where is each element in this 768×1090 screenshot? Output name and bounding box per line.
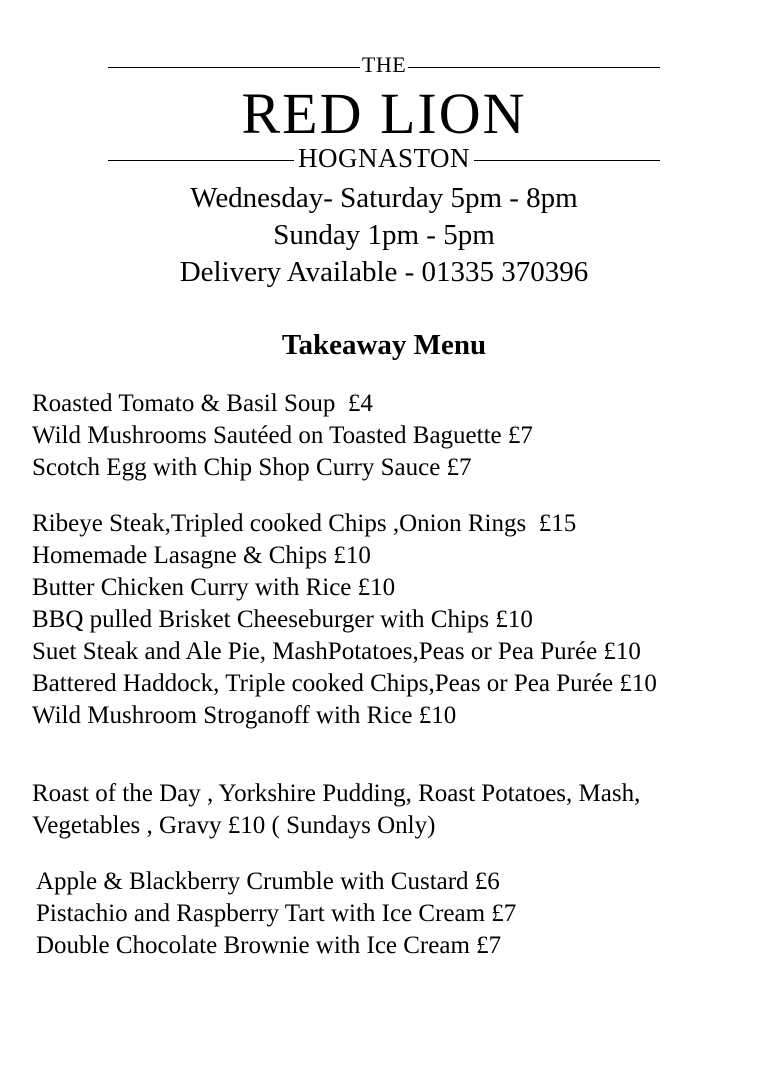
roast-section [32, 778, 736, 842]
delivery-phone-line: Delivery Available - 01335 370396 [179, 256, 589, 289]
desserts-section [36, 866, 736, 962]
hours-line-weekdays: Wednesday- Saturday 5pm - 8pm [190, 181, 578, 214]
menu-item: BBQ pulled Brisket Cheeseburger with Chips £10 [32, 606, 533, 634]
menu-item: Suet Steak and Ale Pie, MashPotatoes,Peas or Pea Purée £10 [32, 638, 641, 666]
divider-left-village [108, 160, 294, 161]
divider-left [108, 67, 360, 68]
menu-item: Ribeye Steak,Tripled cooked Chips ,Onion Rings £15 [32, 510, 577, 538]
menu-section-title: Takeaway Menu [281, 329, 487, 362]
menu-item: Scotch Egg with Chip Shop Curry Sauce £7 [32, 454, 472, 482]
menu-header [32, 0, 736, 291]
page-title: RED LION [241, 81, 527, 146]
mains-section [32, 508, 736, 732]
menu-item: Wild Mushrooms Sautéed on Toasted Baguette £7 [32, 422, 533, 450]
menu-item: Double Chocolate Brownie with Ice Cream £7 [36, 932, 502, 960]
divider-right-village [474, 160, 660, 161]
starters-section [32, 388, 736, 484]
village-label: HOGNASTON [298, 142, 471, 173]
menu-item: Homemade Lasagne & Chips £10 [32, 542, 371, 570]
divider-right [408, 67, 660, 68]
village-rule-row [108, 142, 660, 174]
menu-item: Roast of the Day , Yorkshire Pudding, Roast Potatoes, Mash, [32, 780, 641, 808]
the-rule-row [108, 52, 660, 78]
the-label: THE [361, 52, 407, 77]
menu-item: Apple & Blackberry Crumble with Custard £6 [36, 868, 500, 896]
menu-item: Wild Mushroom Stroganoff with Rice £10 [32, 702, 457, 730]
menu-item: Vegetables , Gravy £10 ( Sundays Only) [32, 812, 436, 840]
menu-item: Pistachio and Raspberry Tart with Ice Cream £7 [36, 900, 517, 928]
menu-item: Battered Haddock, Triple cooked Chips,Peas or Pea Purée £10 [32, 670, 657, 698]
hours-line-sunday: Sunday 1pm - 5pm [273, 219, 495, 251]
menu-item: Roasted Tomato & Basil Soup £4 [32, 390, 373, 418]
menu-item: Butter Chicken Curry with Rice £10 [32, 574, 396, 602]
opening-hours [32, 180, 736, 291]
